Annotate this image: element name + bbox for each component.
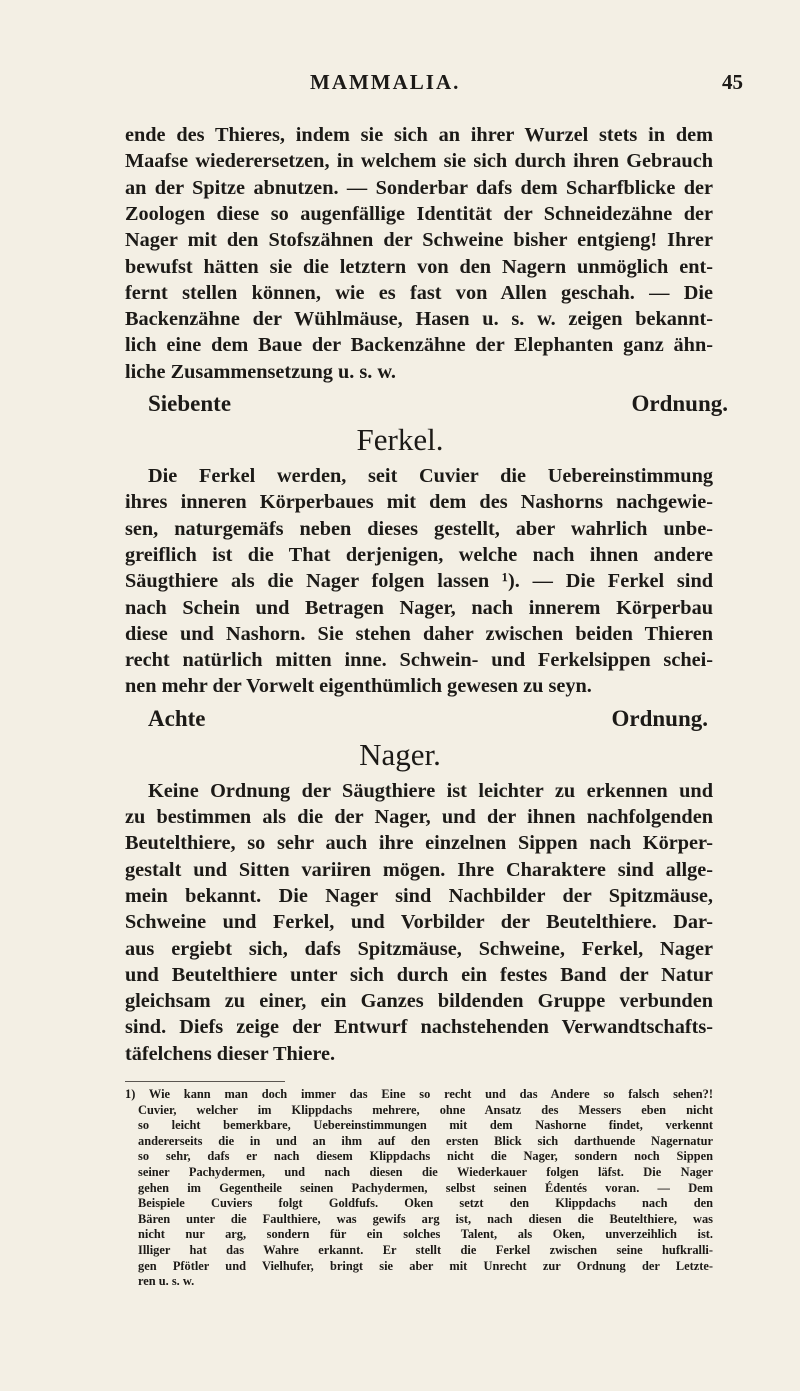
footnote-line: gen Pfötler und Vielhufer, bringt sie aber mit Unrecht zur Ordnung der Letzte- xyxy=(138,1258,713,1273)
paragraph-line: liche Zusammensetzung u. s. w. xyxy=(125,360,397,383)
footnote-line: gehen im Gegentheile seinen Pachydermen, selbst seinen Édentés voran. — Dem xyxy=(138,1180,713,1195)
footnote-line: nicht nur arg, sondern für ein solches Talent, als Oken, unverzeihlich ist. xyxy=(138,1227,713,1242)
paragraph-line: Beutelthiere, so sehr auch ihre einzelnen Sippen nach Körper- xyxy=(125,832,713,855)
paragraph-line: fernt stellen können, wie es fast von Allen geschah. — Die xyxy=(125,281,713,304)
paragraph-line: mein bekannt. Die Nager sind Nachbilder der Spitzmäuse, xyxy=(125,884,713,907)
page-number: 45 xyxy=(722,70,743,94)
footnote-line: so leicht bemerkbare, Uebereinstimmungen mit dem Nashorne findet, verkennt xyxy=(138,1118,713,1133)
running-head xyxy=(0,70,800,100)
order-heading-8: Achte Ordnung. xyxy=(148,705,708,731)
paragraph-line: Die Ferkel werden, seit Cuvier die Uebereinstimmung xyxy=(148,465,713,487)
running-title: MAMMALIA. xyxy=(310,70,461,94)
paragraph-line: aus ergiebt sich, dafs Spitzmäuse, Schweine, Ferkel, Nager xyxy=(125,937,713,960)
paragraph-line: Backenzähne der Wühlmäuse, Hasen u. s. w. zeigen bekannt- xyxy=(125,308,713,331)
footnote-line: 1) Wie kann man doch immer das Eine so recht und das Andere so falsch sehen?! xyxy=(125,1087,713,1101)
paragraph-line: Maafse wiederersetzen, in welchem sie sich durch ihren Gebrauch xyxy=(125,150,713,173)
paragraph-line: recht natürlich mitten inne. Schwein- und Ferkelsippen schei- xyxy=(125,649,713,672)
paragraph-line: nen mehr der Vorwelt eigenthümlich gewesen zu seyn. xyxy=(125,675,592,698)
paragraph-line: Keine Ordnung der Säugthiere ist leichter zu erkennen und xyxy=(148,779,713,802)
footnote-rule xyxy=(125,1081,285,1082)
paragraph-line: ihres inneren Körperbaues mit dem des Nashorns nachgewie- xyxy=(125,491,713,514)
paragraph-line: an der Spitze abnutzen. — Sonderbar dafs dem Scharfblicke der xyxy=(125,176,713,199)
paragraph-line: Nager mit den Stofszähnen der Schweine bisher entgieng! Ihrer xyxy=(125,229,713,252)
order-heading-7: Siebente Ordnung. xyxy=(148,391,728,416)
paragraph-line: täfelchens dieser Thiere. xyxy=(125,1042,336,1065)
paragraph-line: sind. Diefs zeige der Entwurf nachstehenden Verwandtschafts- xyxy=(125,1016,713,1039)
paragraph-line: gleichsam zu einer, ein Ganzes bildenden Gruppe verbunden xyxy=(125,990,713,1013)
footnote-line: so sehr, dafs er nach diesem Klippdachs nicht die Nager, sondern noch Sippen xyxy=(138,1149,713,1164)
paragraph-line: gestalt und Sitten variiren mögen. Ihre Charaktere sind allge- xyxy=(125,858,713,881)
footnote-line: Beispiele Cuviers folgt Goldfufs. Oken setzt den Klippdachs nach den xyxy=(138,1196,713,1211)
paragraph-line: zu bestimmen als die der Nager, und der ihnen nachfolgenden xyxy=(125,806,713,828)
paragraph-line: Schweine und Ferkel, und Vorbilder der Beutelthiere. Dar- xyxy=(125,911,713,934)
paragraph-line: Zoologen diese so augenfällige Identität der Schneidezähne der xyxy=(125,202,713,225)
footnote-line: Bären unter die Faulthiere, was gewifs arg ist, nach diesen die Beutelthiere, was xyxy=(138,1211,713,1226)
footnote-line: andererseits die in und an ihm auf den ersten Blick sich darthuende Nagernatur xyxy=(138,1133,713,1148)
footnote-line: seiner Pachydermen, und nach diesen die Wiederkauer folgen läfst. Die Nager xyxy=(138,1165,713,1179)
footnote-line: ren u. s. w. xyxy=(138,1274,195,1289)
paragraph-line: bewufst hätten sie die letztern von den Nagern unmöglich ent- xyxy=(125,255,713,278)
paragraph-line: und Beutelthiere unter sich durch ein festes Band der Natur xyxy=(125,963,713,986)
paragraph-line: nach Schein und Betragen Nager, nach innerem Körperbau xyxy=(125,596,713,619)
paragraph-line: diese und Nashorn. Sie stehen daher zwischen beiden Thieren xyxy=(125,622,713,645)
section-title-ferkel: Ferkel. xyxy=(356,422,444,457)
footnote-line: Cuvier, welcher im Klippdachs mehrere, ohne Ansatz des Messers eben nicht xyxy=(138,1102,713,1117)
paragraph-line: lich eine dem Baue der Backenzähne der Elephanten ganz ähn- xyxy=(125,334,713,357)
paragraph-line: ende des Thieres, indem sie sich an ihrer Wurzel stets in dem xyxy=(125,124,713,146)
footnote-line: Illiger hat das Wahre erkannt. Er stellt die Ferkel zwischen seine hufkralli- xyxy=(138,1243,713,1257)
paragraph-line: greiflich ist die That derjenigen, welche nach ihnen andere xyxy=(125,543,713,566)
section-title-nager: Nager. xyxy=(359,736,441,772)
paragraph-line: sen, naturgemäfs neben dieses gestellt, aber wahrlich unbe- xyxy=(125,517,713,540)
paragraph-line: Säugthiere als die Nager folgen lassen ¹). — Die Ferkel sind xyxy=(125,570,713,593)
